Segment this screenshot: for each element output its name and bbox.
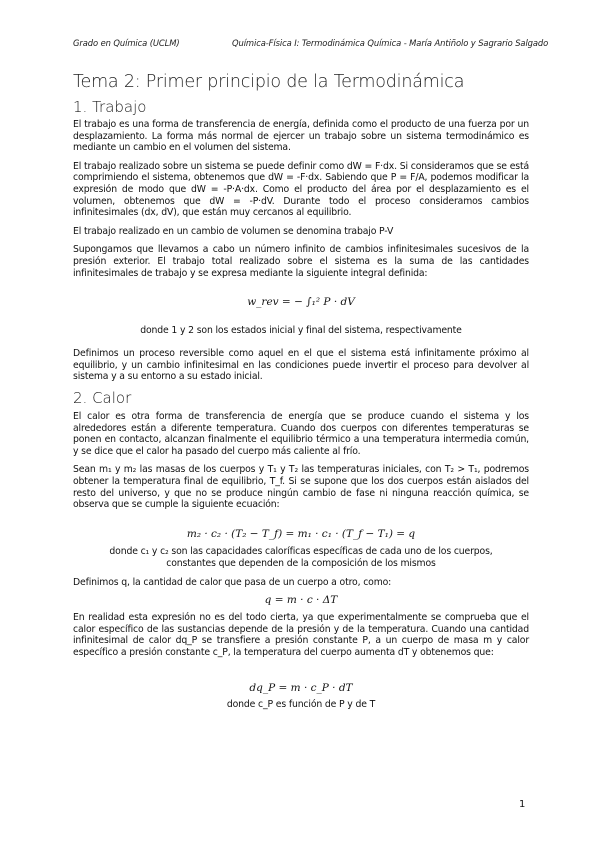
equation-caption: constantes que dependen de la composición de los mismos [166, 558, 436, 569]
header-subject-authors: Química-Física I: Termodinámica Química - María Antiñolo y Sagrario Salgado [232, 38, 549, 48]
equation-caption: donde c₁ y c₂ son las capacidades caloríficas específicas de cada uno de los cuerpos, [109, 546, 493, 557]
page-title: Tema 2: Primer principio de la Termodinámica [73, 72, 465, 92]
paragraph: El trabajo realizado sobre un sistema se puede definir como dW = F·dx. Si consideramos que se está comprimiendo el sistema, obtenemos que dW = -F·dx. Sabiendo que P = F/A, podemos modificar la expresión de modo que dW = -P·A·dx. Como el producto del área por el desplazamiento es el volumen, obtenemos que dW = -P·dV. Durante todo el proceso consideramos cambios infinitesimales (dx, dV), que están muy cercanos al equilibrio. [73, 160, 529, 219]
paragraph: El calor es otra forma de transferencia de energía que se produce cuando el sistema y los alrededores están a diferente temperatura. Cuando dos cuerpos con diferentes temperaturas se ponen en contacto, alcanzan finalmente el equilibrio térmico a una temperatura intermedia común, y se dice que el calor ha pasado del cuerpo más caliente al frío. [73, 411, 529, 457]
paragraph-define-q [73, 577, 529, 596]
section-heading-calor: 2. Calor [73, 389, 132, 407]
equation-heat: q = m · c · ΔT [264, 594, 338, 606]
paragraph: Definimos q, la cantidad de calor que pasa de un cuerpo a otro, como: [73, 577, 392, 588]
paragraph: El trabajo realizado en un cambio de volumen se denomina trabajo P-V [73, 225, 394, 237]
paragraph: Definimos un proceso reversible como aquel en el que el sistema está infinitamente próximo al equilibrio, y un cambio infinitesimal en las condiciones puede invertir el proceso para devolver al sistema y a su entorno a su estado inicial. [73, 348, 529, 383]
equation-dqp: dq_P = m · c_P · dT [249, 682, 353, 694]
section-trabajo-body [73, 119, 529, 286]
paragraph: En realidad esta expresión no es del todo cierta, ya que experimentalmente se comprueba que el calor específico de las sustancias depende de la presión y de la temperatura. Cuando una cantidad infinitesimal de calor dq_P se transfiere a presión constante P, a un cuerpo de masa m y calor específico a presión constante c_P, la temperatura del cuerpo aumenta dT y obtenemos que: [73, 612, 529, 658]
header-course: Grado en Química (UCLM) [73, 38, 180, 48]
section-calor-body [73, 411, 529, 518]
equation-heat-balance: m₂ · c₂ · (T₂ − T_f) = m₁ · c₁ · (T_f − T₁) = q [186, 528, 416, 540]
paragraph: Sean m₁ y m₂ las masas de los cuerpos y T₁ y T₂ las temperaturas iniciales, con T₂ > T₁, podremos obtener la temperatura final de equilibrio, T_f. Si se supone que los dos cuerpos están aislados del resto del universo, y que no se produce ningún cambio de fase ni ninguna reacción química, se observa que se cumple la siguiente ecuación: [73, 464, 529, 511]
equation-caption: donde 1 y 2 son los estados inicial y final del sistema, respectivamente [140, 325, 462, 336]
paragraph: El trabajo es una forma de transferencia de energía, definida como el producto de una fuerza por un desplazamiento. La forma más normal de ejercer un trabajo sobre un sistema termodinámico es mediante un cambio en el volumen del sistema. [73, 119, 529, 154]
section-heading-trabajo: 1. Trabajo [73, 98, 147, 116]
paragraph-reversible [73, 348, 529, 390]
paragraph: Supongamos que llevamos a cabo un número infinito de cambios infinitesimales sucesivos de la presión exterior. El trabajo total realizado sobre el sistema es la suma de las cantidades infinitesimales de trabajo y se expresa mediante la siguiente integral definida: [73, 244, 529, 279]
equation-work-integral: w_rev = − ∫₁² P · dV [247, 296, 355, 308]
paragraph-specific-heat [73, 612, 529, 665]
page-number: 1 [519, 799, 526, 810]
equation-caption: donde c_P es función de P y de T [226, 699, 376, 710]
